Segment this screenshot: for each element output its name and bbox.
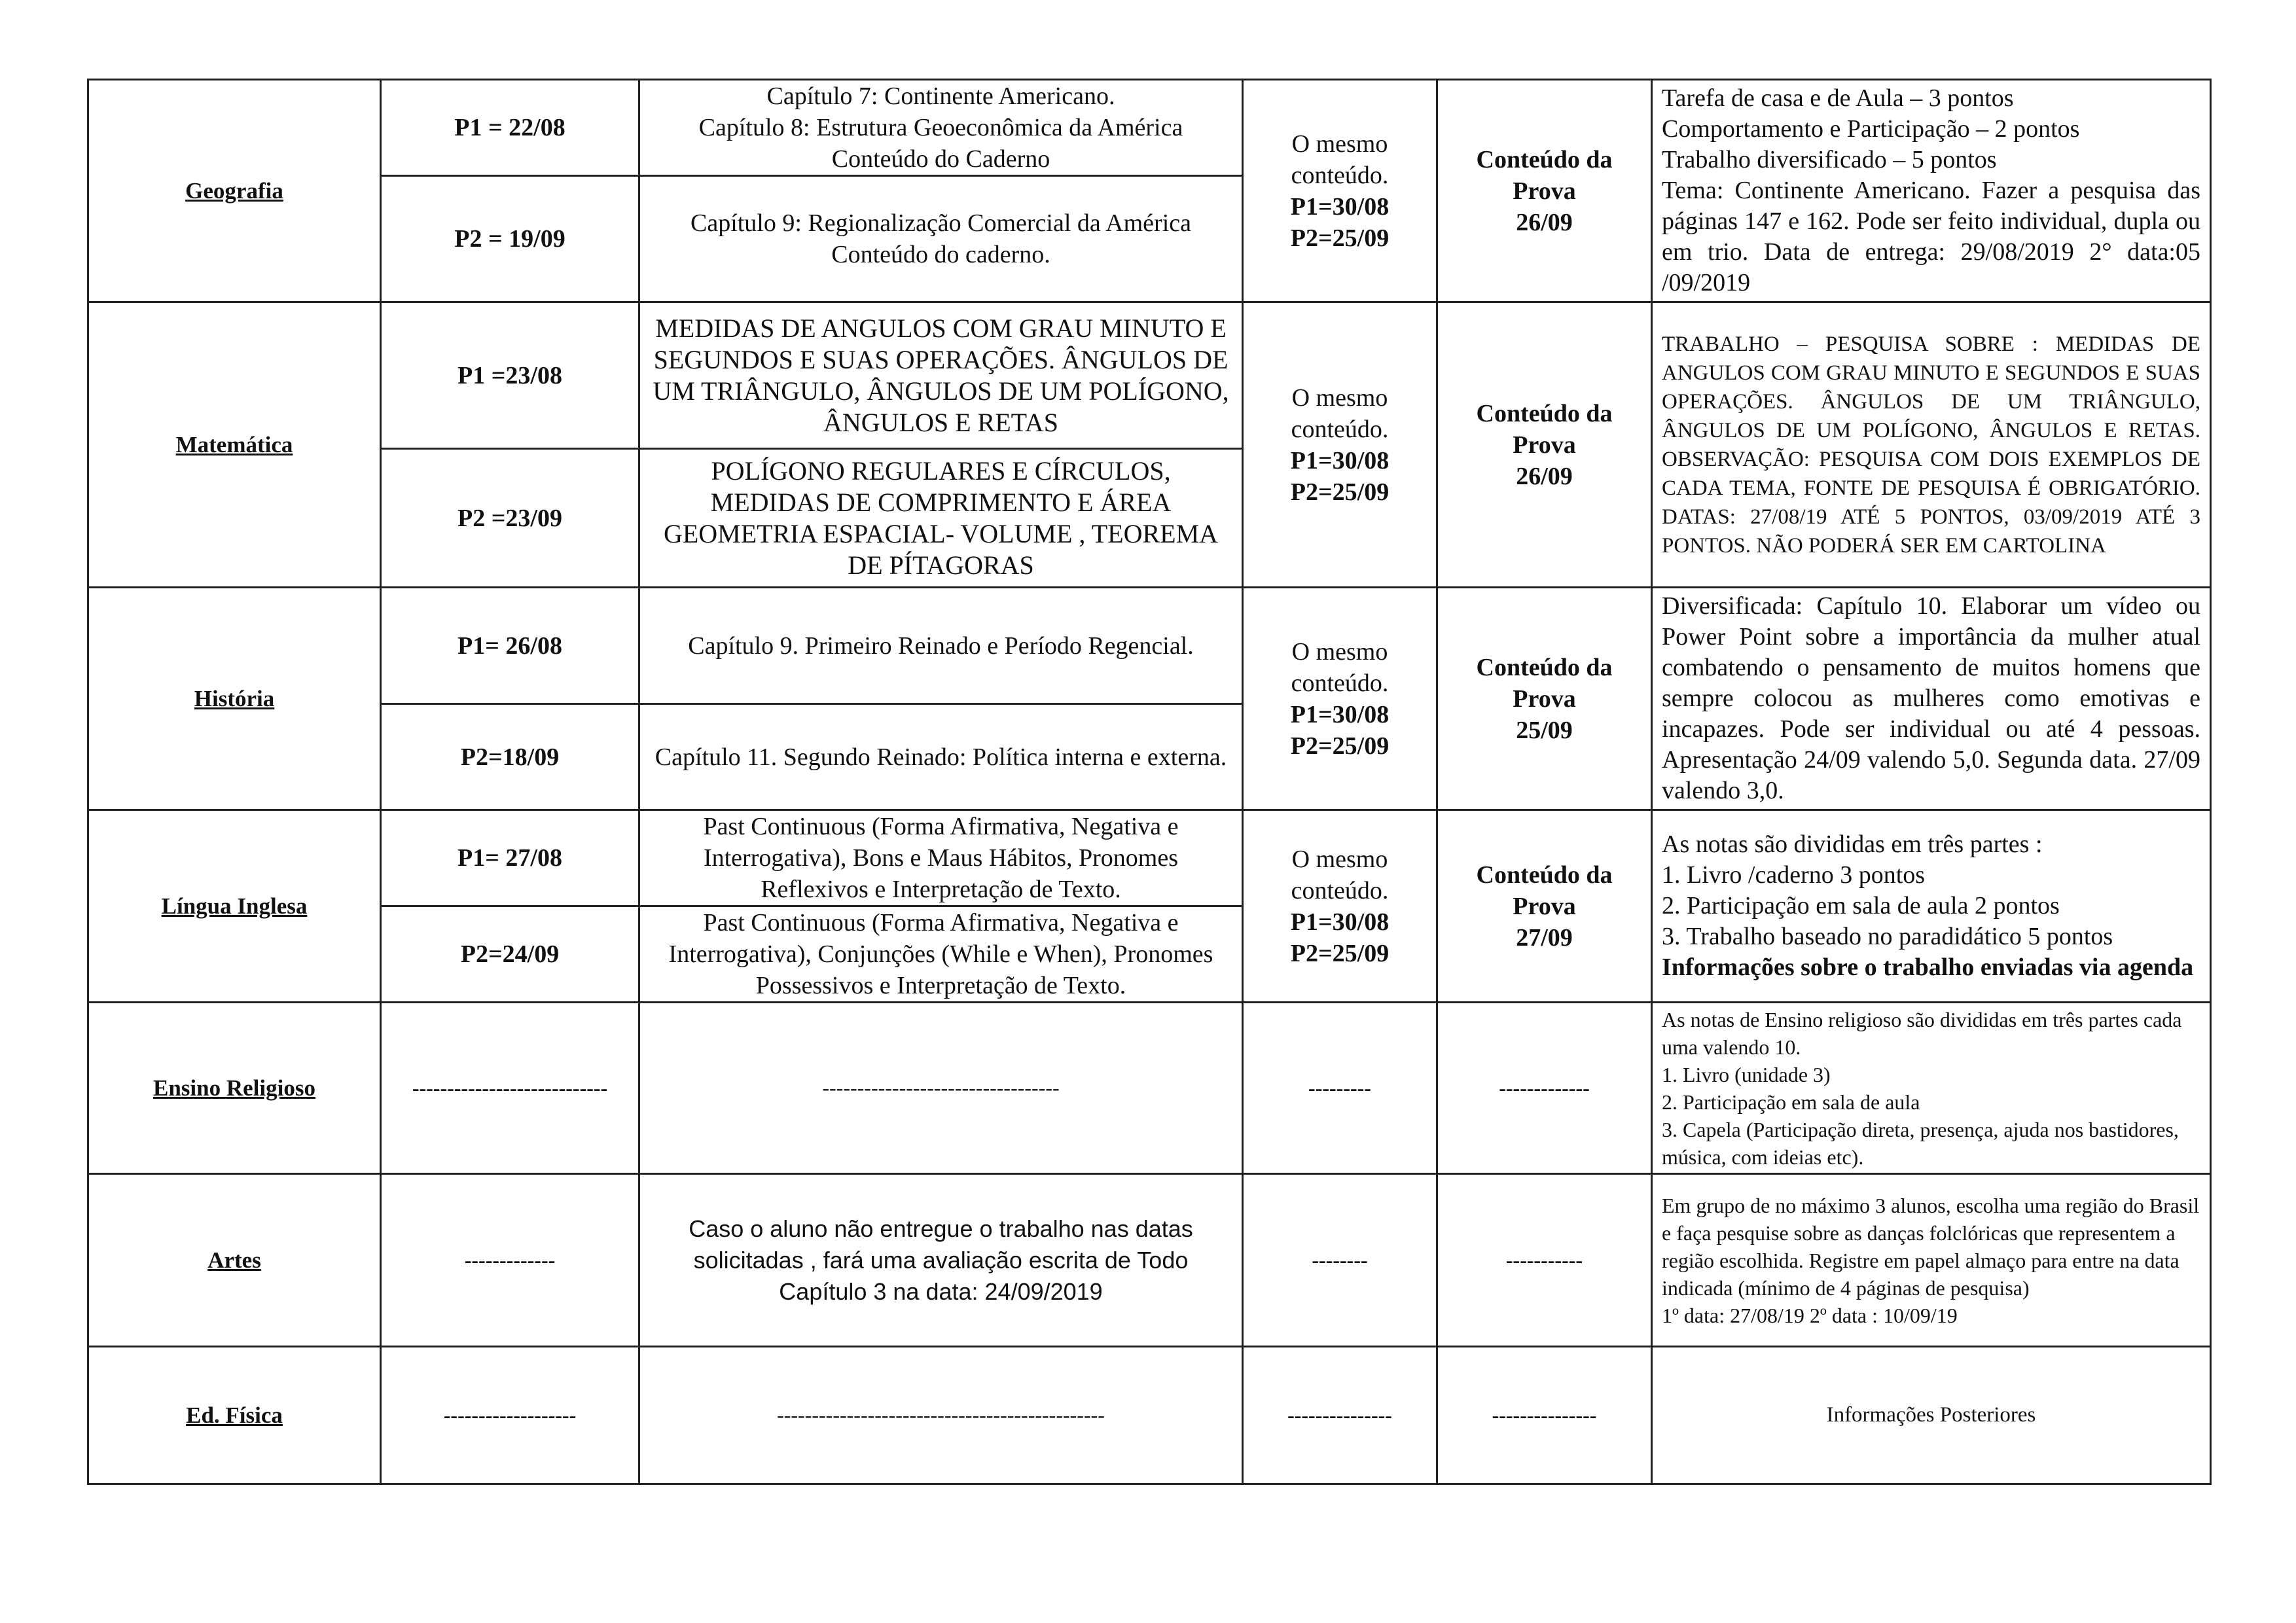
subject-name: Geografia	[88, 80, 381, 302]
p2-date: P2=18/09	[381, 704, 639, 810]
info-line: 3. Trabalho baseado no paradidático 5 pontos	[1662, 923, 2113, 950]
subject-name: Artes	[88, 1174, 381, 1347]
content-line: Capítulo 9: Regionalização Comercial da América	[690, 209, 1191, 237]
prova-cell	[1437, 810, 1652, 1003]
info-line: As notas são divididas em três partes :	[1662, 830, 2043, 858]
p1-recovery-date: P1=30/08	[1290, 446, 1390, 474]
same-content-text: O mesmo conteúdo.	[1291, 383, 1389, 443]
prova-label: Conteúdo da Prova	[1476, 861, 1613, 920]
subject-name: História	[88, 588, 381, 810]
info-cell	[1652, 1003, 2211, 1174]
info-line: 3. Capela (Participação direta, presença, ajuda nos bastidores, música, com ideias etc).	[1662, 1117, 2179, 1169]
p1-content	[639, 80, 1243, 176]
prova-cell	[1437, 80, 1652, 302]
content-note: Caso o aluno não entregue o trabalho nas datas solicitadas , fará uma avaliação escrita de Todo Capítulo 3 na data: 24/09/2019	[639, 1174, 1243, 1347]
p2-recovery-date: P2=25/09	[1290, 732, 1390, 760]
content-line: Conteúdo do caderno.	[831, 241, 1050, 268]
info-line: Tarefa de casa e de Aula – 3 pontos	[1662, 84, 2014, 112]
same-content-cell	[1243, 302, 1437, 588]
info-line: Trabalho diversificado – 5 pontos	[1662, 146, 1997, 173]
same-placeholder: ---------------	[1243, 1347, 1437, 1484]
content-placeholder: -----------------------------------------------	[639, 1347, 1243, 1484]
prova-date: 26/09	[1516, 462, 1573, 490]
p2-date: P2=24/09	[381, 906, 639, 1003]
info-line: Em grupo de no máximo 3 alunos, escolha uma região do Brasil e faça pesquise sobre as danças folclóricas que representem a região escolhida. Registre em papel almaço para entre na data indicada (mínimo de 4 páginas de pesquisa)	[1662, 1193, 2200, 1300]
info-cell	[1652, 80, 2211, 302]
content-line: Capítulo 8: Estrutura Geoeconômica da América	[698, 114, 1183, 141]
same-content-cell	[1243, 810, 1437, 1003]
p1-date: P1 = 22/08	[381, 80, 639, 176]
date-placeholder: ----------------------------	[381, 1003, 639, 1174]
info-cell: TRABALHO – PESQUISA SOBRE : MEDIDAS DE ANGULOS COM GRAU MINUTO E SEGUNDOS E SUAS OPERAÇÕES. ÂNGULOS DE UM TRIÂNGULO, ÂNGULOS DE UM POLÍGONO, ÂNGULOS E RETAS. OBSERVAÇÃO: PESQUISA COM DOIS EXEMPLOS DE CADA TEMA, FONTE DE PESQUISA É OBRIGATÓRIO. DATAS: 27/08/19 ATÉ 5 PONTOS, 03/09/2019 ATÉ 3 PONTOS. NÃO PODERÁ SER EM CARTOLINA	[1652, 302, 2211, 588]
subject-name: Ed. Física	[88, 1347, 381, 1484]
prova-label: Conteúdo da Prova	[1476, 653, 1613, 713]
table-row	[88, 1174, 2211, 1347]
prova-placeholder: -------------	[1437, 1003, 1652, 1174]
p1-content: MEDIDAS DE ANGULOS COM GRAU MINUTO E SEGUNDOS E SUAS OPERAÇÕES. ÂNGULOS DE UM TRIÂNGULO, ÂNGULOS DE UM POLÍGONO, ÂNGULOS E RETAS	[639, 302, 1243, 449]
subject-name: Língua Inglesa	[88, 810, 381, 1003]
same-content-cell	[1243, 588, 1437, 810]
prova-date: 25/09	[1516, 716, 1573, 744]
prova-label: Conteúdo da Prova	[1476, 399, 1613, 459]
p1-date: P1= 26/08	[381, 588, 639, 704]
same-placeholder: --------	[1243, 1174, 1437, 1347]
p2-content	[639, 176, 1243, 302]
date-placeholder: -------------------	[381, 1347, 639, 1484]
info-line: As notas de Ensino religioso são divididas em três partes cada uma valendo 10.	[1662, 1007, 2182, 1059]
subject-name: Matemática	[88, 302, 381, 588]
info-cell: Informações Posteriores	[1652, 1347, 2211, 1484]
p2-content: Capítulo 11. Segundo Reinado: Política interna e externa.	[639, 704, 1243, 810]
info-line: 2. Participação em sala de aula	[1662, 1090, 1920, 1114]
p2-recovery-date: P2=25/09	[1290, 224, 1390, 252]
same-content-text: O mesmo conteúdo.	[1291, 130, 1389, 189]
prova-cell	[1437, 302, 1652, 588]
info-bold-note: Informações sobre o trabalho enviadas via agenda	[1662, 954, 2194, 981]
date-placeholder: -------------	[381, 1174, 639, 1347]
prova-cell	[1437, 588, 1652, 810]
schedule-table	[87, 79, 2212, 1485]
p1-date: P1 =23/08	[381, 302, 639, 449]
info-line: 1. Livro /caderno 3 pontos	[1662, 861, 1926, 889]
subject-name: Ensino Religioso	[88, 1003, 381, 1174]
table-row	[88, 1347, 2211, 1484]
info-cell	[1652, 810, 2211, 1003]
content-line: Conteúdo do Caderno	[831, 145, 1050, 173]
p1-content: Past Continuous (Forma Afirmativa, Negativa e Interrogativa), Bons e Maus Hábitos, Pronomes Reflexivos e Interpretação de Texto.	[639, 810, 1243, 906]
p2-recovery-date: P2=25/09	[1290, 478, 1390, 506]
p2-recovery-date: P2=25/09	[1290, 939, 1390, 967]
same-content-cell	[1243, 80, 1437, 302]
table-row	[88, 1003, 2211, 1174]
info-cell: Diversificada: Capítulo 10. Elaborar um vídeo ou Power Point sobre a importância da mulher atual combatendo o pensamento de muitos homens que sempre colocou as mulheres como emotivas e incapazes. Pode ser individual ou até 4 pessoas. Apresentação 24/09 valendo 5,0. Segunda data. 27/09 valendo 3,0.	[1652, 588, 2211, 810]
info-cell	[1652, 1174, 2211, 1347]
prova-placeholder: ---------------	[1437, 1347, 1652, 1484]
p2-content: Past Continuous (Forma Afirmativa, Negativa e Interrogativa), Conjunções (While e When), Pronomes Possessivos e Interpretação de Texto.	[639, 906, 1243, 1003]
p2-date: P2 = 19/09	[381, 176, 639, 302]
info-line: 1º data: 27/08/19 2º data : 10/09/19	[1662, 1303, 1958, 1327]
table-row	[88, 80, 2211, 176]
p2-content: POLÍGONO REGULARES E CÍRCULOS, MEDIDAS DE COMPRIMENTO E ÁREA GEOMETRIA ESPACIAL- VOLUME , TEOREMA DE PÍTAGORAS	[639, 449, 1243, 588]
p2-date: P2 =23/09	[381, 449, 639, 588]
table-row	[88, 810, 2211, 906]
p1-date: P1= 27/08	[381, 810, 639, 906]
prova-label: Conteúdo da Prova	[1476, 145, 1613, 205]
info-line: 2. Participação em sala de aula 2 pontos	[1662, 892, 2060, 919]
table-row	[88, 302, 2211, 449]
same-content-text: O mesmo conteúdo.	[1291, 637, 1389, 697]
content-line: Capítulo 7: Continente Americano.	[766, 82, 1115, 110]
prova-placeholder: -----------	[1437, 1174, 1652, 1347]
content-placeholder: ----------------------------------	[639, 1003, 1243, 1174]
table-row	[88, 588, 2211, 704]
same-placeholder: ---------	[1243, 1003, 1437, 1174]
info-line: Tema: Continente Americano. Fazer a pesquisa das páginas 147 e 162. Pode ser feito individual, dupla ou em trio. Data de entrega: 29/08/2019 2° data:05 /09/2019	[1662, 177, 2200, 296]
info-line: 1. Livro (unidade 3)	[1662, 1062, 1831, 1086]
p1-recovery-date: P1=30/08	[1290, 700, 1390, 728]
same-content-text: O mesmo conteúdo.	[1291, 845, 1389, 904]
prova-date: 27/09	[1516, 923, 1573, 952]
p1-recovery-date: P1=30/08	[1290, 192, 1390, 221]
p1-content: Capítulo 9. Primeiro Reinado e Período Regencial.	[639, 588, 1243, 704]
p1-recovery-date: P1=30/08	[1290, 908, 1390, 936]
prova-date: 26/09	[1516, 208, 1573, 236]
info-line: Comportamento e Participação – 2 pontos	[1662, 115, 2080, 143]
